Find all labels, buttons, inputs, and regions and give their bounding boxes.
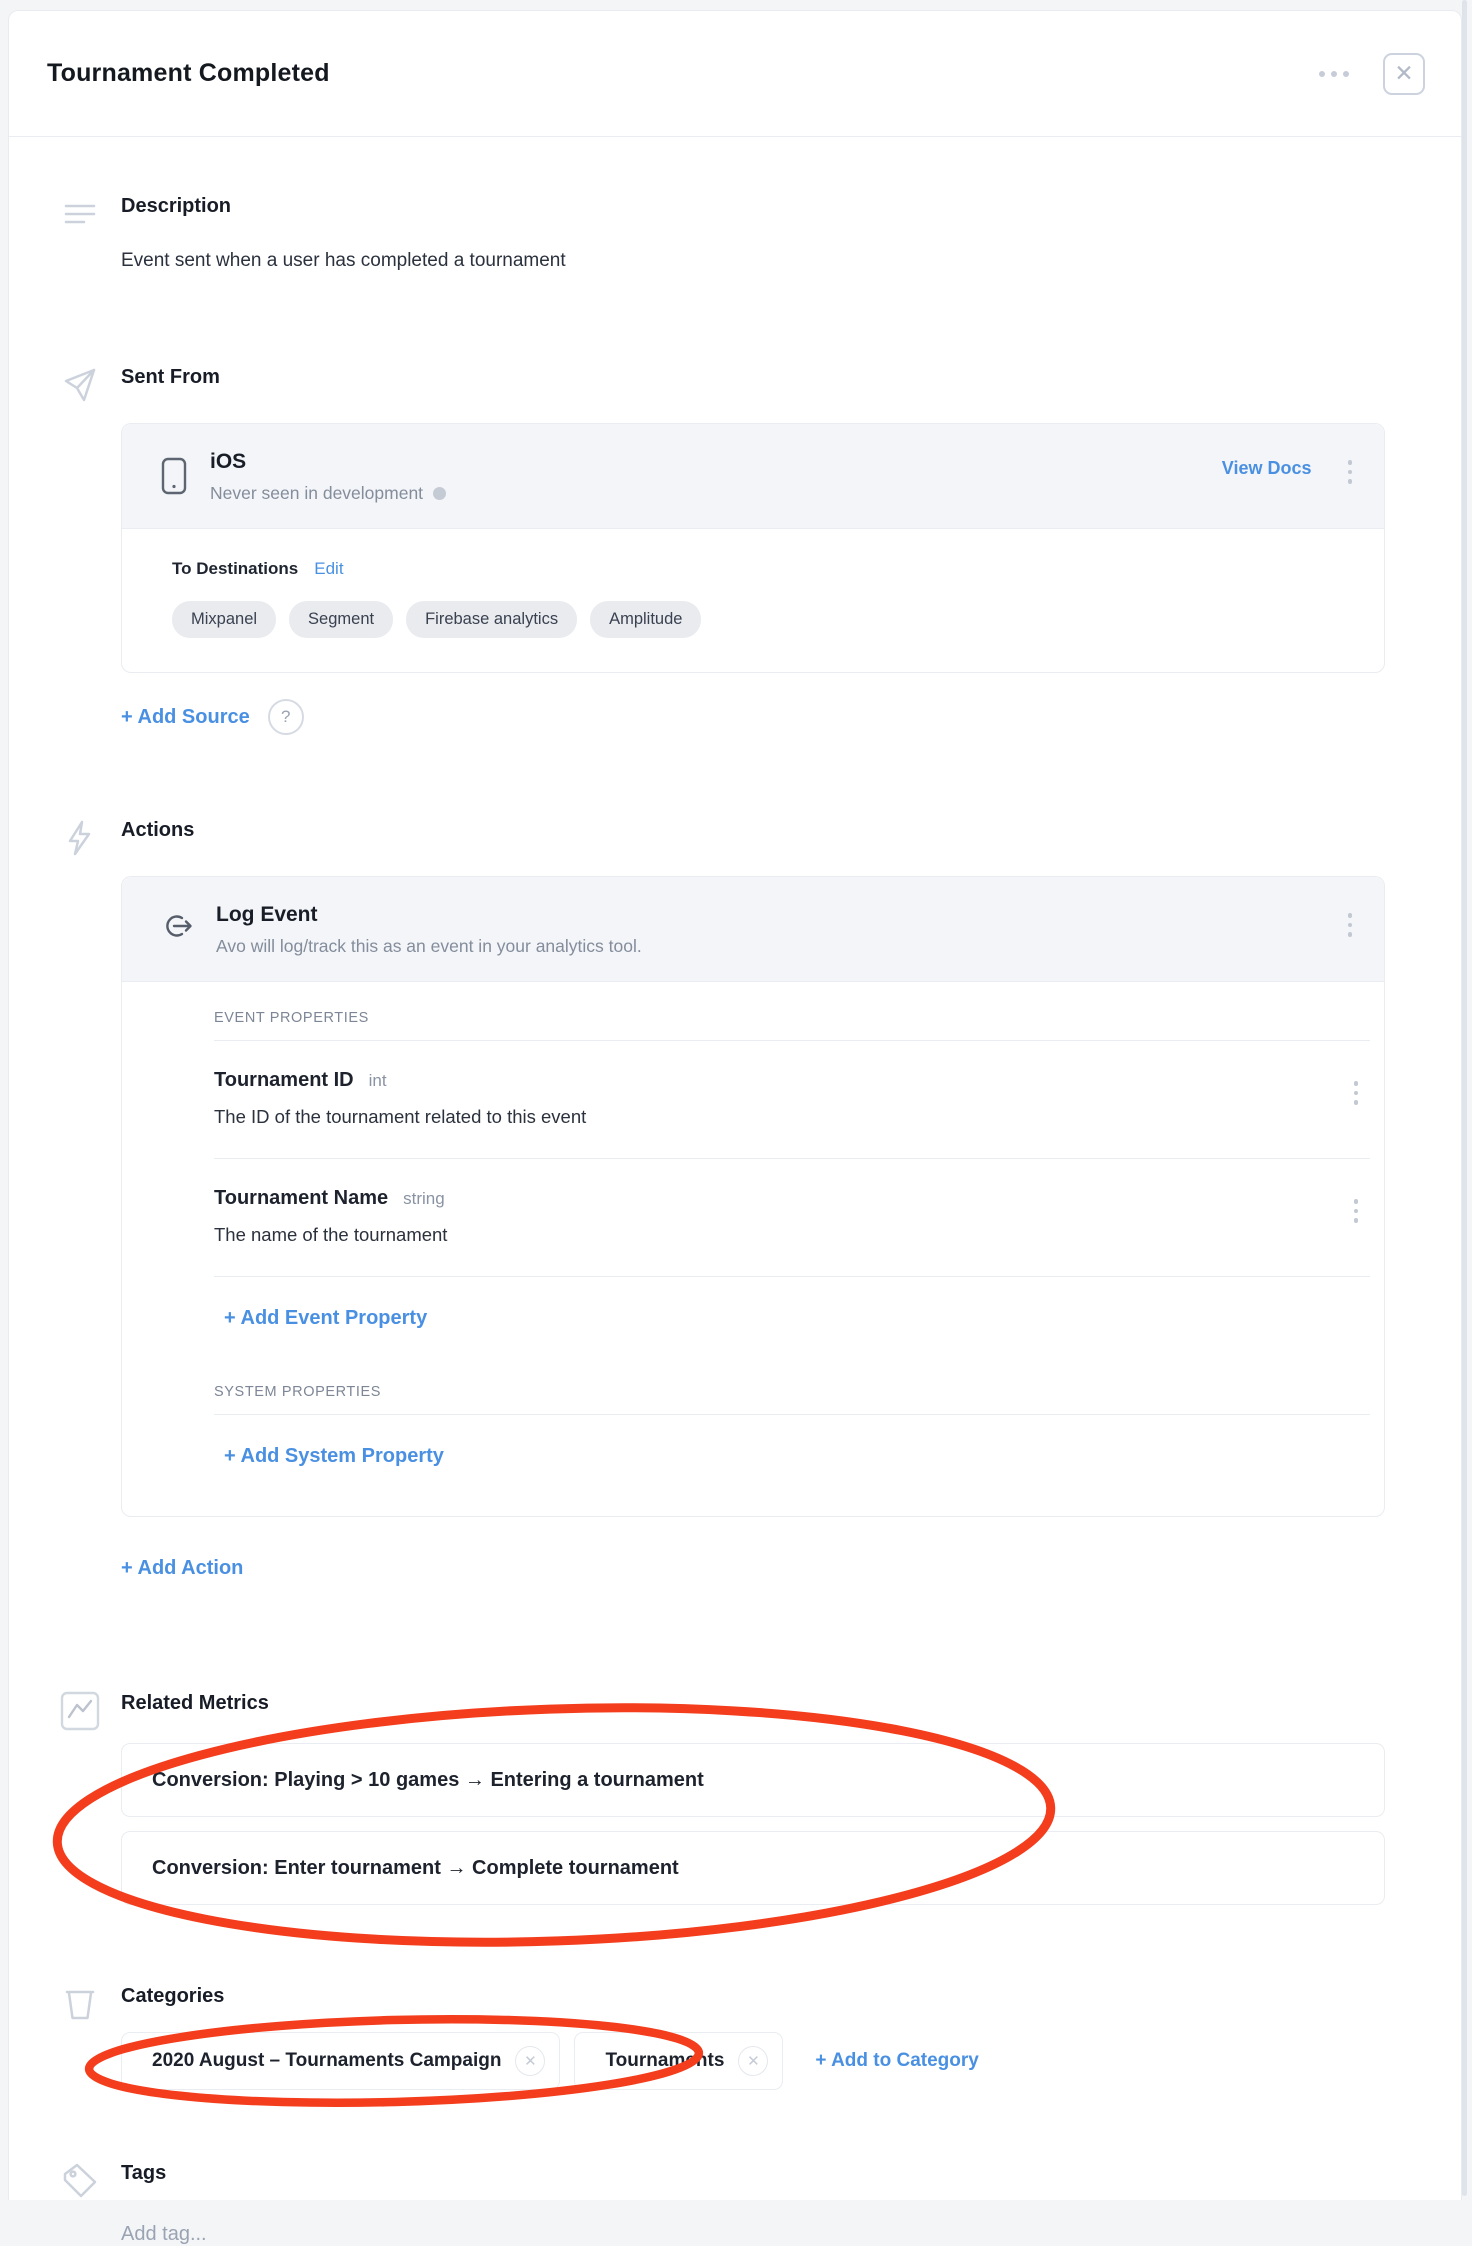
property-description: The ID of the tournament related to this event — [214, 1106, 587, 1127]
add-event-property-link[interactable]: + Add Event Property — [224, 1307, 428, 1329]
add-system-property-link[interactable]: + Add System Property — [224, 1445, 444, 1467]
destination-pill[interactable]: Firebase analytics — [406, 601, 577, 638]
metric-card[interactable] — [121, 1831, 1385, 1905]
category-chip-list — [121, 2032, 1461, 2090]
destination-pill[interactable]: Segment — [289, 601, 393, 638]
related-metrics-section — [9, 1692, 1461, 1905]
categories-section — [9, 1985, 1461, 2090]
scrollbar[interactable] — [1462, 0, 1467, 2196]
destination-pills — [172, 601, 1354, 638]
source-menu-icon[interactable] — [1342, 454, 1359, 490]
destination-pill[interactable]: Mixpanel — [172, 601, 276, 638]
categories-heading: Categories — [121, 1985, 225, 2007]
category-label: Tournaments — [605, 2050, 725, 2071]
source-card — [121, 423, 1385, 673]
status-dot-icon — [433, 487, 446, 500]
property-description: The name of the tournament — [214, 1224, 448, 1245]
event-properties-label: EVENT PROPERTIES — [214, 1010, 369, 1026]
description-text[interactable]: Event sent when a user has completed a tournament — [121, 250, 566, 271]
system-properties-label: SYSTEM PROPERTIES — [214, 1384, 382, 1400]
log-event-card — [121, 876, 1385, 1517]
lightning-icon — [57, 815, 103, 861]
bucket-icon — [57, 1981, 103, 2027]
property-menu-icon[interactable] — [1348, 1075, 1365, 1111]
log-event-header[interactable] — [122, 877, 1384, 982]
category-chip[interactable] — [574, 2032, 783, 2090]
close-icon[interactable]: ✕ — [1383, 53, 1425, 95]
description-icon — [57, 191, 103, 237]
add-source-link[interactable]: + Add Source — [121, 705, 250, 728]
add-action-link[interactable]: + Add Action — [121, 1557, 244, 1579]
destinations-label: To Destinations — [172, 559, 299, 578]
annotation-ellipse-metrics — [51, 1695, 1061, 1960]
event-property-row[interactable] — [214, 1041, 1370, 1159]
source-card-header[interactable] — [122, 424, 1384, 529]
log-event-icon — [160, 909, 194, 948]
event-property-list — [214, 1041, 1370, 1277]
property-menu-icon[interactable] — [1348, 1193, 1365, 1229]
page-title: Tournament Completed — [47, 59, 330, 87]
add-tag-input[interactable]: Add tag... — [121, 2223, 207, 2245]
event-property-row[interactable] — [214, 1159, 1370, 1277]
sent-from-section — [9, 366, 1461, 735]
log-event-subtitle: Avo will log/track this as an event in your analytics tool. — [216, 936, 642, 956]
property-name: Tournament Name — [214, 1187, 389, 1209]
category-label: 2020 August – Tournaments Campaign — [152, 2050, 502, 2071]
log-event-menu-icon[interactable] — [1342, 907, 1359, 943]
view-docs-link[interactable]: View Docs — [1221, 458, 1312, 478]
remove-category-icon[interactable]: ✕ — [515, 2046, 545, 2076]
property-type: int — [368, 1071, 387, 1090]
related-metrics-list — [121, 1743, 1385, 1905]
related-metrics-heading: Related Metrics — [121, 1692, 269, 1714]
help-icon[interactable]: ? — [268, 699, 304, 735]
remove-category-icon[interactable]: ✕ — [738, 2046, 768, 2076]
property-name: Tournament ID — [214, 1069, 354, 1091]
source-status: Never seen in development — [210, 483, 424, 503]
metric-text: Conversion: Playing > 10 games → Entering a tournament — [152, 1768, 704, 1791]
sent-from-heading: Sent From — [121, 366, 220, 388]
description-heading: Description — [121, 195, 232, 217]
paper-plane-icon — [57, 362, 103, 408]
add-to-category-link[interactable]: + Add to Category — [815, 2050, 979, 2071]
metric-card[interactable] — [121, 1743, 1385, 1817]
mobile-phone-icon — [160, 456, 188, 501]
tags-heading: Tags — [121, 2162, 167, 2184]
more-options-icon[interactable] — [1319, 71, 1349, 77]
tags-section — [9, 2162, 1461, 2246]
event-detail-panel — [8, 10, 1462, 2245]
log-event-title: Log Event — [216, 903, 318, 926]
panel-header — [9, 11, 1461, 137]
metrics-chart-icon — [57, 1688, 103, 1734]
edit-destinations-link[interactable]: Edit — [314, 559, 344, 578]
metric-text: Conversion: Enter tournament → Complete tournament — [152, 1856, 679, 1879]
description-section — [9, 195, 1461, 272]
tag-icon — [57, 2158, 103, 2204]
source-name: iOS — [210, 450, 247, 473]
category-chip[interactable] — [121, 2032, 560, 2090]
actions-section — [9, 819, 1461, 1580]
destination-pill[interactable]: Amplitude — [590, 601, 701, 638]
property-type: string — [403, 1189, 445, 1208]
actions-heading: Actions — [121, 819, 195, 841]
